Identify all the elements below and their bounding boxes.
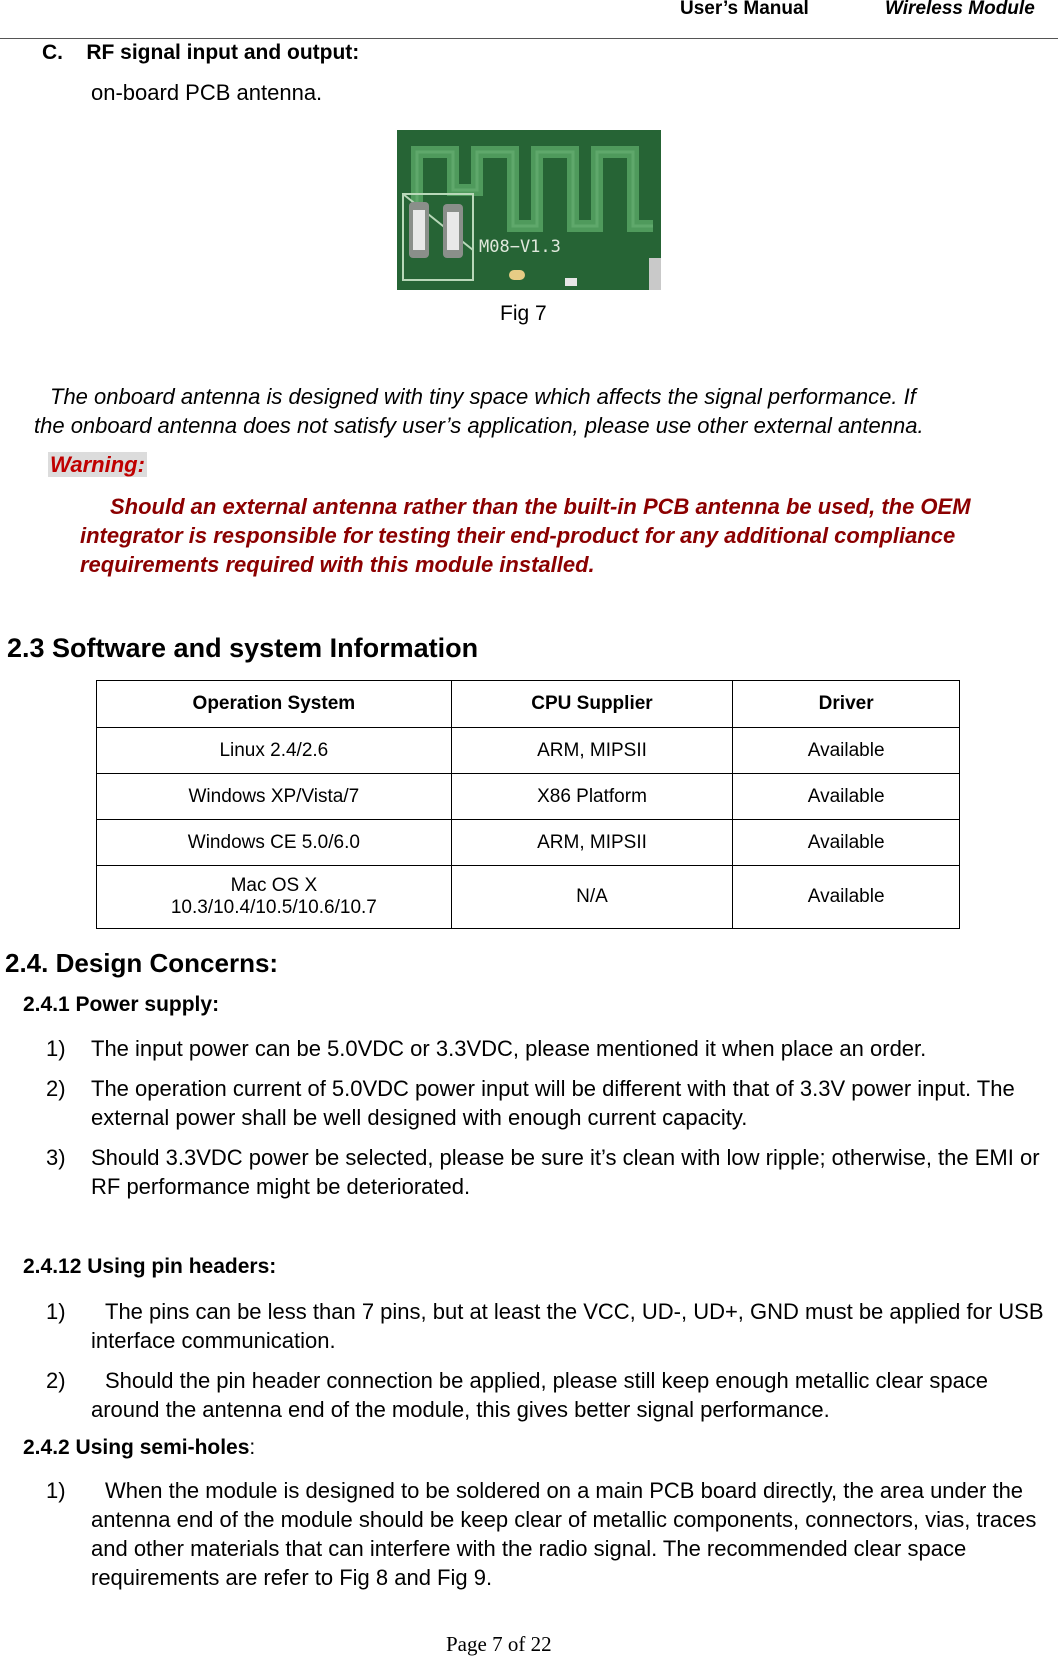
col-header-cpu: CPU Supplier xyxy=(451,681,733,728)
table-cell: Windows CE 5.0/6.0 xyxy=(97,820,452,866)
pcb-antenna-photo xyxy=(397,130,661,290)
list-item xyxy=(46,1476,1051,1592)
list-number: 3) xyxy=(46,1145,66,1170)
list-number: 1) xyxy=(46,1299,66,1324)
software-heading: 2.3 Software and system Information xyxy=(7,633,479,663)
table-row xyxy=(97,866,960,929)
header-rule xyxy=(0,38,1058,39)
note-line-1: The onboard antenna is designed with tiny space which affects the signal performance. If xyxy=(50,384,916,409)
page-number: Page 7 of 22 xyxy=(446,1632,552,1656)
col-header-driver: Driver xyxy=(733,681,960,728)
col-header-os: Operation System xyxy=(97,681,452,728)
list-text: The operation current of 5.0VDC power input will be different with that of 3.3V power input. The external power shall be well designed with enough current capacity. xyxy=(91,1076,1015,1130)
section-c-text: on-board PCB antenna. xyxy=(91,80,323,105)
table-cell: X86 Platform xyxy=(451,774,733,820)
table-row xyxy=(97,820,960,866)
power-heading: 2.4.1 Power supply: xyxy=(23,993,220,1016)
mac-os-versions: 10.3/10.4/10.5/10.6/10.7 xyxy=(170,897,377,918)
table-cell: Available xyxy=(733,820,960,866)
table-cell: Available xyxy=(733,728,960,774)
table-cell: ARM, MIPSII xyxy=(451,820,733,866)
list-text: Should 3.3VDC power be selected, please be sure it’s clean with low ripple; otherwise, the EMI or RF performance might be deteriorated. xyxy=(91,1145,1040,1199)
table-cell: N/A xyxy=(451,866,733,929)
semi-heading-colon: : xyxy=(249,1436,256,1459)
software-table xyxy=(96,680,960,929)
section-c-title: C. RF signal input and output: xyxy=(42,41,360,64)
list-text: When the module is designed to be soldered on a main PCB board directly, the area under the antenna end of the module should be keep clear of metallic components, connectors, vias, traces and other materials that can interfere with the radio signal. The recommended clear space requirements are refer to Fig 8 and Fig 9. xyxy=(91,1478,1037,1590)
table-cell: Linux 2.4/2.6 xyxy=(97,728,452,774)
list-item xyxy=(46,1366,1051,1424)
table-row xyxy=(97,728,960,774)
list-item xyxy=(46,1074,1051,1132)
table-cell: Available xyxy=(733,774,960,820)
list-item xyxy=(46,1143,1051,1201)
list-number: 2) xyxy=(46,1076,66,1101)
table-cell: ARM, MIPSII xyxy=(451,728,733,774)
table-cell: Available xyxy=(733,866,960,929)
mac-os-name: Mac OS X xyxy=(230,875,318,896)
header-manual-title: User’s Manual xyxy=(680,0,809,19)
warning-label: Warning: xyxy=(50,452,145,477)
list-text: The input power can be 5.0VDC or 3.3VDC, please mentioned it when place an order. xyxy=(91,1036,927,1061)
pcb-antenna-drawing xyxy=(397,130,661,290)
header-product-title: Wireless Module xyxy=(885,0,1035,19)
list-number: 2) xyxy=(46,1368,66,1393)
table-row xyxy=(97,774,960,820)
list-text: Should the pin header connection be applied, please still keep enough metallic clear space around the antenna end of the module, this gives better signal performance. xyxy=(91,1368,989,1422)
design-heading: 2.4. Design Concerns: xyxy=(5,948,279,978)
list-number: 1) xyxy=(46,1036,66,1061)
warning-label-wrap xyxy=(48,452,147,478)
list-item xyxy=(46,1297,1051,1355)
list-number: 1) xyxy=(46,1478,66,1503)
pins-heading: 2.4.12 Using pin headers: xyxy=(23,1255,277,1278)
table-header-row xyxy=(97,681,960,728)
note-line-2: the onboard antenna does not satisfy user’s application, please use other external antenna. xyxy=(34,413,924,438)
list-item xyxy=(46,1034,1051,1063)
table-cell-mac xyxy=(97,866,452,929)
pcb-silkscreen-text: M08−V1.3 xyxy=(479,237,561,257)
semi-heading-wrap xyxy=(23,1436,255,1460)
table-cell: Windows XP/Vista/7 xyxy=(97,774,452,820)
list-text: The pins can be less than 7 pins, but at least the VCC, UD-, UD+, GND must be applied for USB interface communication. xyxy=(91,1299,1044,1353)
figure-caption: Fig 7 xyxy=(500,302,547,325)
warning-text: Should an external antenna rather than the built-in PCB antenna be used, the OEM integrator is responsible for testing their end-product for any additional compliance requirements required with this module installed. xyxy=(80,494,971,577)
semi-heading: 2.4.2 Using semi-holes xyxy=(23,1436,250,1459)
